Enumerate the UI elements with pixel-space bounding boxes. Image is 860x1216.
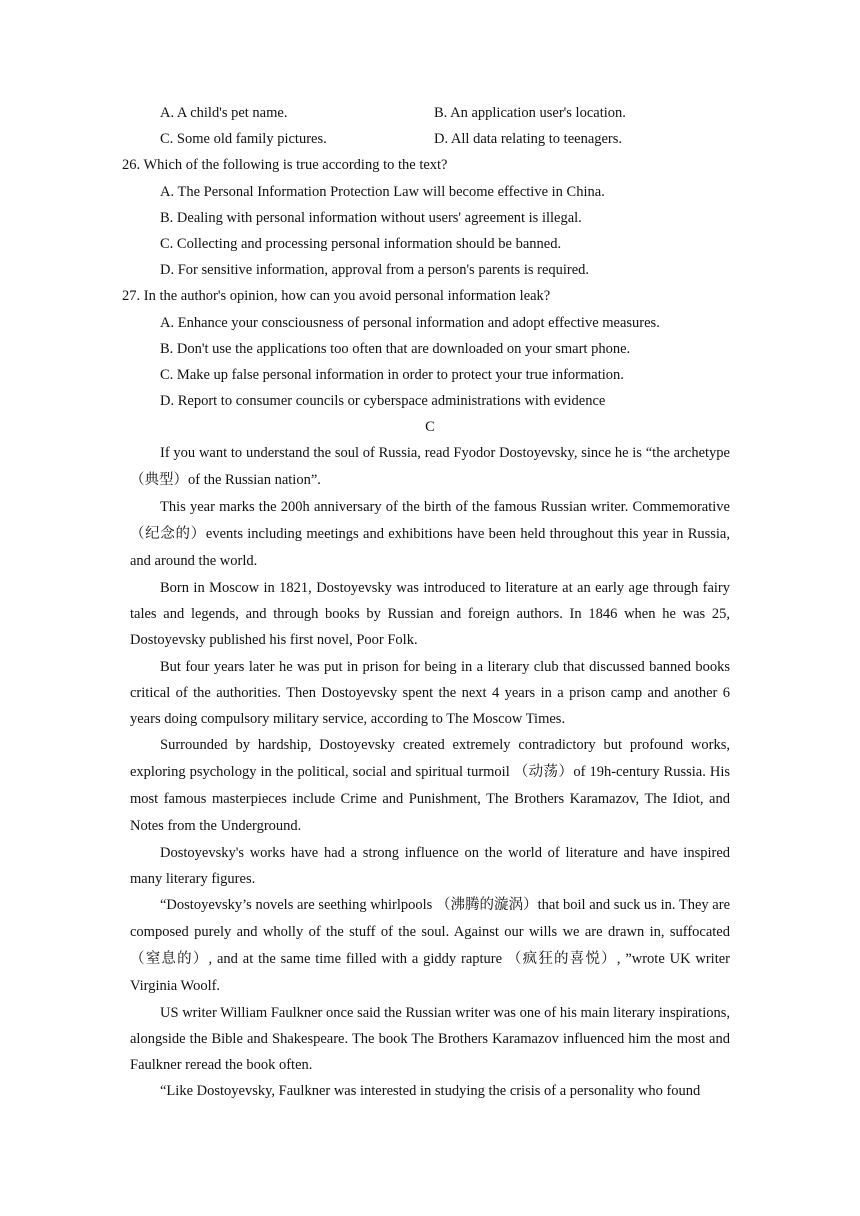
- paragraph-7: “Dostoyevsky’s novels are seething whirlpools （沸腾的漩涡）that boil and suck us in. They are composed purely and wholly of the stuff of the soul. Against our wills we are drawn in, suffocated （窒息的）, and at the same time filled with a giddy rapture （疯狂的喜悦）, ”wrote UK writer Virginia Woolf.: [130, 897, 730, 994]
- q26-option-c: C. Collecting and processing personal information should be banned.: [160, 235, 562, 252]
- page-content: [122, 100, 730, 1105]
- q25-options-row-2: [130, 126, 730, 152]
- section-heading: C: [425, 419, 435, 436]
- paragraph-1: If you want to understand the soul of Russia, read Fyodor Dostoyevsky, since he is “the archetype （典型）of the Russian nation”.: [130, 445, 730, 489]
- paragraph-6: Dostoyevsky's works have had a strong influence on the world of literature and have inspired many literary figures.: [130, 844, 730, 888]
- q27-stem: 27. In the author's opinion, how can you avoid personal information leak?: [122, 288, 551, 305]
- q25-option-a: A. A child's pet name.: [160, 105, 288, 121]
- paragraph-8: US writer William Faulkner once said the Russian writer was one of his main literary inspirations, alongside the Bible and Shakespeare. The book The Brothers Karamazov influenced him the most and Faulkner reread the book often.: [130, 1004, 730, 1074]
- paragraph-4: But four years later he was put in prison for being in a literary club that discussed banned books critical of the authorities. Then Dostoyevsky spent the next 4 years in a prison camp and another 6 years doing compulsory military service, according to The Moscow Times.: [130, 658, 730, 727]
- q25-option-d: D. All data relating to teenagers.: [434, 131, 623, 148]
- paragraph-3: Born in Moscow in 1821, Dostoyevsky was introduced to literature at an early age through fairy tales and legends, and through books by Russian and foreign authors. In 1846 when he was 25, Dostoyevsky published his first novel, Poor Folk.: [130, 579, 730, 649]
- paragraph-5: Surrounded by hardship, Dostoyevsky created extremely contradictory but profound works, exploring psychology in the political, social and spiritual turmoil （动荡）of 19h-century Russia. His most famous masterpieces include Crime and Punishment, The Brothers Karamazov, The Idiot, and Notes from the Underground.: [130, 737, 730, 834]
- q27-option-a: A. Enhance your consciousness of personal information and adopt effective measures.: [160, 314, 660, 331]
- q26-option-a: A. The Personal Information Protection Law will become effective in China.: [160, 183, 605, 200]
- q26-option-d: D. For sensitive information, approval from a person's parents is required.: [160, 262, 590, 279]
- q27-option-d: D. Report to consumer councils or cyberspace administrations with evidence: [160, 393, 606, 410]
- q25-options-row-1: [130, 100, 730, 126]
- paragraph-2: This year marks the 200h anniversary of the birth of the famous Russian writer. Commemorative（纪念的）events including meetings and exhibitions have been held throughout this year in Russia, and around the world.: [130, 499, 730, 570]
- q27-option-c: C. Make up false personal information in order to protect your true information.: [160, 366, 624, 383]
- q26-option-b: B. Dealing with personal information without users' agreement is illegal.: [160, 209, 582, 226]
- q27-option-b: B. Don't use the applications too often that are downloaded on your smart phone.: [160, 340, 631, 357]
- q25-option-c: C. Some old family pictures.: [160, 131, 327, 148]
- q26-stem: 26. Which of the following is true according to the text?: [122, 157, 448, 174]
- paragraph-9: “Like Dostoyevsky, Faulkner was interested in studying the crisis of a personality who found: [160, 1083, 701, 1100]
- q25-option-b: B. An application user's location.: [434, 105, 626, 121]
